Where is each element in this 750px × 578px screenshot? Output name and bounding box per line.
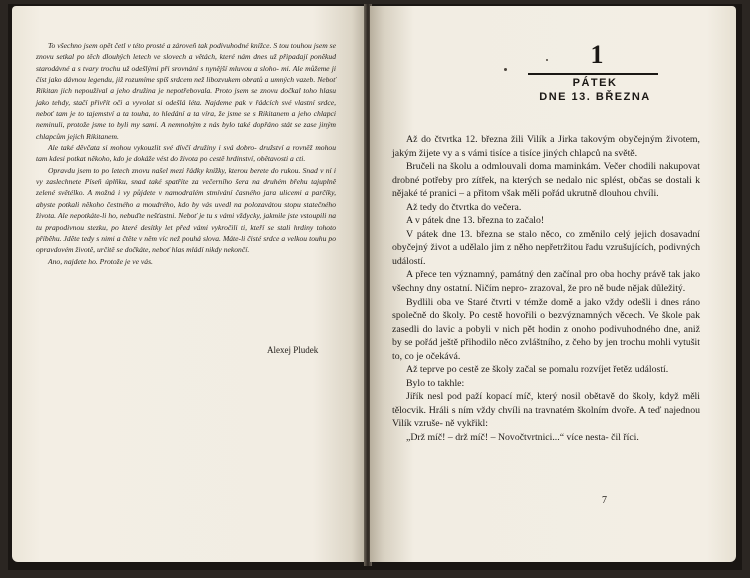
story-paragraph: A přece ten významný, památný den začínal pro oba hochy právě tak jako všechny dny ostatní. Ničím nepro- zrazoval, že pro ně bude nějak důležitý. [392,269,700,295]
story-paragraph: Až teprve po cestě ze školy začal se pomalu rozvíjet řetěz událostí. [406,364,669,376]
story-paragraph: V pátek dne 13. března se stalo něco, co změnilo celý jejich dosavadní obyčejný život a udělalo jim z něho nepřetržitou řadu vzrušujících, podivných událostí. [392,228,700,267]
chapter-title [520,76,670,104]
foreword-paragraph: Ale také děvčata si mohou vykouzlit své dívčí družiny i svá dobro- družství a rovněž mohou tam kdesi potkat někoho, kdo je dokáže vést do života po cestě hrdinství, obětavosti a cti. [36,143,336,164]
story-paragraph: Jiřík nesl pod paží kopací míč, který nosil obětavě do školy, když měli tělocvik. Hráli s ním vždy chvíli na travnatém školním dvoře. A teď najednou Vilík vzruše- ně vykřikl: [392,391,700,430]
left-page [12,6,366,562]
story-paragraph: „Drž míč! – drž míč! – Novočtvrtnici...“ více nesta- čil říci. [406,432,639,444]
chapter-title-line: DNE 13. BŘEZNA [539,91,651,103]
paper-speck [546,59,548,61]
open-book [8,4,742,570]
story-paragraph: Až tedy do čtvrtka do večera. [406,201,522,213]
foreword-paragraph: Ano, najdete ho. Protože je ve vás. [48,256,153,266]
foreword-paragraph: To všechno jsem opět četl v této prosté a zároveň tak podivuhodné knížce. S tou touhou jsem se znovu setkal po těch dlouhých letech ve slovech a větách, které nám dnes už připadají poněkud starodávné a s tvary trochu už odešlými při srovnání s nynější mluvou a sloho- mi. Ale můžeme ji číst jako dávnou legendu, již rozumíme spíš srdcem než libozvukem obratů a umných vazeb. Neboť Rikitan jich nepoužíval a jeho družina je nepotřebovala. Proto jsem se znovu dočkal toho hlasu jako tehdy, stačí přivřít oči a vyvolat si odešlá léta. Najdeme pak v řádcích své vlastní srdce, neboť tam je to tajemství a ta touha, to hledání a ta víra, že jsme se s Rikitanem a jeho chlapci neminuli, protože jsme to byli my sami. A nemnohým z nás bylo také dopřáno stát se zase jiným chlapcům jejich Rikitanem. [36,41,336,141]
chapter-title-line: PÁTEK [572,77,618,89]
story-paragraph: Bručeli na školu a odmlouvali doma maminkám. Večer chodili nakupovat drobné potřeby pro zítřek, na kterých se nedalo nic splést, občas se dostali k nějaké té pranici – a přitom však měli pořád ukrutně dlouhou chvíli. [392,161,700,200]
story-paragraph: Bylo to takhle: [406,377,465,389]
author-signature: Alexej Pludek [267,345,319,355]
chapter-divider [528,73,658,75]
chapter-number: 1 [590,40,604,69]
foreword-paragraph: Opravdu jsem to po letech znovu našel mezi řádky knížky, kterou berete do rukou. Snad v ní i vy zaslechnete Píseň úplňku, snad také spatříte za večerního šera na druhém břehu tajuplně zelené světélko. A možná i vy půjdete v namodralém stmívání časného jara ulicemi a parčíky, abyste potkali někoho čestného a moudrého, kdo by vás uvedl na polozavátou stopu statečného života. Ale nepotkáte-li ho, nebuďte nešťastni. Neboť je tu s vámi vždycky, jakmile jste vstoupili na tu prapodivnou stezku, po které desítky let před vámi vykročili ti, kteří se stali hrdiny tohoto příběhu. Jděte tedy s nimi a čtěte v něm víc než pouhá slova. Máte-li čisté srdce a velkou touhu po opravdovém životě, určitě se dočkáte, neboť hlas mládí nikdy nekončí. [36,165,336,255]
page-number: 7 [602,495,607,506]
right-page [370,6,736,562]
story-paragraph: Bydlili oba ve Staré čtvrti v témže domě a jako vždy odešli i dnes ráno společně do školy. Po cestě hovořili o bezvýznamných věcech. Ve škole pak zasedli do lavic a pobyli v nich pět hodin z onoho podivuhodného dne, aniž by se pořád ještě přihodilo něco zvláštního, z čeho by jen trochu mohli vytušit to, co je očekává. [392,296,700,362]
chapter-text [392,133,700,445]
story-paragraph: Až do čtvrtka 12. března žili Vilík a Jirka takovým obyčejným životem, jakým žijete vy a s vámi tisíce a tisíce jiných chlapců na světě. [392,134,700,159]
paper-speck [504,68,507,71]
foreword-text [36,40,336,267]
story-paragraph: A v pátek dne 13. března to začalo! [406,215,545,227]
